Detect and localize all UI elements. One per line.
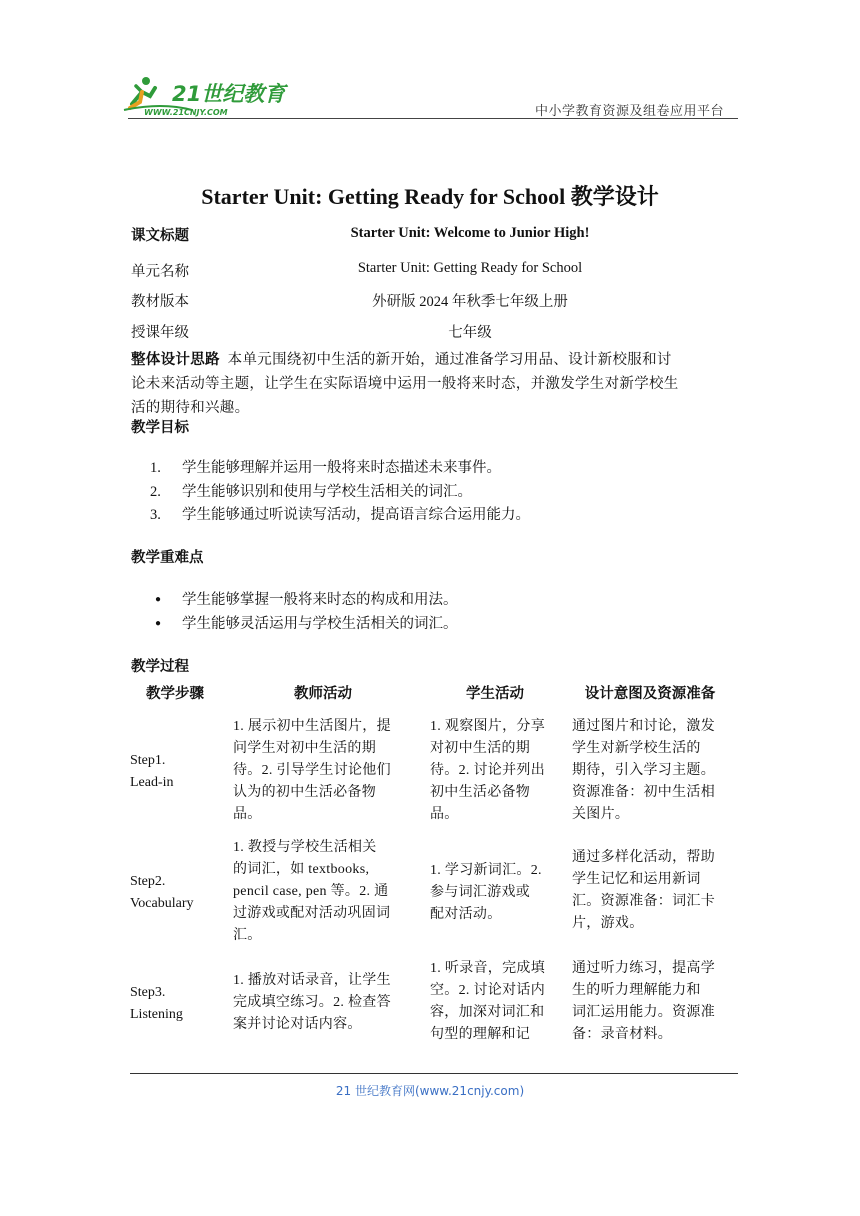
list-number: 1. [150,460,161,476]
design-line: 活的期待和兴趣。 [131,400,250,416]
step-name: Vocabulary [130,896,194,911]
list-text: 学生能够识别和使用与学校生活相关的词汇。 [182,483,472,500]
goals-list [150,457,530,528]
cell-line: 学生对新学校生活的 [572,741,701,756]
cell-line: 1. 播放对话录音，让学生 [233,973,391,988]
info-value-grade: 七年级 [448,325,492,341]
info-value-unit-name: Starter Unit: Getting Ready for School [357,260,583,276]
cell-line: 空。2. 讨论对话内 [430,983,545,998]
cell-line: 对初中生活的期 [430,741,531,756]
cell-line: 问学生对初中生活的期 [233,741,376,756]
design-line: 本单元围绕初中生活的新开始，通过准备学习用品、设计新校服和讨 [227,352,672,368]
design-line: 论未来活动等主题，让学生在实际语境中运用一般将来时态，并激发学生对新学校生 [131,376,679,392]
list-number: 2. [150,483,161,500]
cell-line: 生的听力理解能力和 [572,983,701,998]
cell-line: 备：录音材料。 [572,1027,673,1042]
table-cell-step [130,750,220,794]
cell-line: 期待，引入学习主题。 [572,763,715,778]
list-item [150,504,530,528]
header-divider [128,118,738,119]
info-label-lesson-title: 课文标题 [131,228,189,244]
info-label-textbook: 教材版本 [131,294,189,310]
process-heading: 教学过程 [131,659,189,675]
table-cell-teacher [233,970,391,1036]
table-cell-student [430,958,545,1046]
cell-line: 待。2. 讨论并列出 [430,763,545,778]
cell-line: 过游戏或配对活动巩固词 [233,906,391,921]
cell-line: 词汇运用能力。资源准 [572,1005,715,1020]
cell-line: 1. 学习新词汇。2. [430,863,542,878]
info-label-unit-name: 单元名称 [131,264,189,280]
cell-line: 1. 听录音，完成填 [430,961,545,976]
bullet-icon: ● [155,618,162,629]
table-cell-teacher [233,837,390,947]
goals-heading: 教学目标 [131,420,189,436]
cell-line: 待。2. 引导学生讨论他们 [233,763,391,778]
cell-line: 资源准备：初中生活相 [572,785,715,800]
cell-line: 初中生活必备物 [430,785,531,800]
list-text: 学生能够灵活运用与学校生活相关的词汇。 [182,616,458,632]
cell-line: 1. 展示初中生活图片，提 [233,719,391,734]
table-cell-step [130,871,220,915]
list-item [155,612,458,636]
table-header-step: 教学步骤 [146,686,204,702]
cell-line: 1. 教授与学校生活相关 [233,840,377,855]
step-name: Listening [130,1007,183,1022]
list-text: 学生能够掌握一般将来时态的构成和用法。 [182,592,458,608]
table-header-teacher: 教师活动 [294,686,352,702]
table-cell-intent [572,958,715,1046]
document-title: Starter Unit: Getting Ready for School 教学设计 [201,184,659,209]
step-name: Lead-in [130,775,174,790]
logo-text: 21世纪教育 [172,82,286,106]
cell-line: 案并讨论对话内容。 [233,1017,362,1032]
list-number: 3. [150,507,161,523]
cell-line: 学生记忆和运用新词 [572,872,701,887]
cell-line: 片，游戏。 [572,916,644,931]
logo-runner-icon [122,74,292,118]
cell-line: 汇。 [233,928,262,943]
cell-line: 关图片。 [572,807,630,822]
cell-line: 品。 [233,807,262,822]
design-paragraph [131,348,731,420]
table-cell-teacher [233,716,391,826]
platform-name: 中小学教育资源及组卷应用平台 [534,103,724,118]
cell-line: 配对活动。 [430,907,502,922]
footer-divider [130,1073,738,1074]
cell-line: 句型的理解和记 [430,1027,531,1042]
list-item [150,481,530,505]
logo [122,74,292,118]
table-cell-student [430,716,545,826]
step-number: Step2. [130,874,166,889]
cell-line: pencil case, pen 等。2. 通 [233,884,389,899]
design-label: 整体设计思路 [131,352,220,368]
keypoints-heading: 教学重难点 [131,550,204,566]
cell-line: 参与词汇游戏或 [430,885,531,900]
bullet-icon: ● [155,594,162,605]
cell-line: 的词汇，如 textbooks, [233,862,370,877]
table-cell-step [130,982,220,1026]
step-number: Step1. [130,753,166,768]
table-cell-intent [572,847,715,935]
table-cell-student [430,860,542,926]
logo-url: WWW.21CNJY.COM [144,108,228,117]
cell-line: 品。 [430,807,459,822]
table-cell-intent [572,716,715,826]
cell-line: 容，加深对词汇和 [430,1005,545,1020]
footer-link[interactable]: 21 世纪教育网(www.21cnjy.com) [335,1084,525,1098]
info-value-textbook: 外研版 2024 年秋季七年级上册 [372,294,568,310]
list-item [150,457,530,481]
list-text: 学生能够通过听说读写活动，提高语言综合运用能力。 [182,507,530,523]
cell-line: 完成填空练习。2. 检查答 [233,995,391,1010]
cell-line: 通过多样化活动，帮助 [572,850,715,865]
list-item [155,588,458,612]
cell-line: 认为的初中生活必备物 [233,785,376,800]
list-text: 学生能够理解并运用一般将来时态描述未来事件。 [182,460,501,476]
cell-line: 汇。资源准备：词汇卡 [572,894,715,909]
cell-line: 通过听力练习，提高学 [572,961,715,976]
cell-line: 1. 观察图片，分享 [430,719,545,734]
keypoints-list [155,588,458,636]
table-header-student: 学生活动 [466,686,524,702]
cell-line: 通过图片和讨论，激发 [572,719,715,734]
table-header-intent: 设计意图及资源准备 [584,686,716,702]
step-number: Step3. [130,985,166,1000]
info-label-grade: 授课年级 [131,325,189,341]
info-value-lesson-title: Starter Unit: Welcome to Junior High! [350,225,590,241]
